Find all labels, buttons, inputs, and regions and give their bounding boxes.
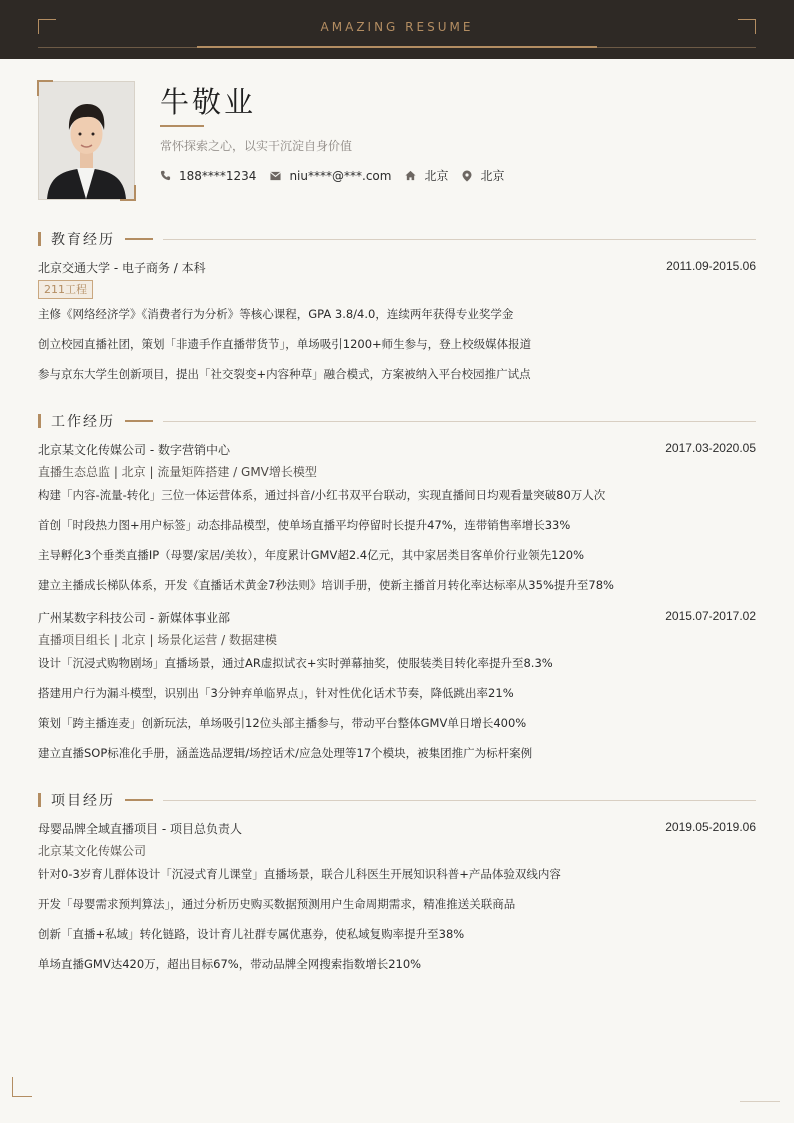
work-bullet: 主导孵化3个垂类直播IP（母婴/家居/美妆），年度累计GMV超2.4亿元，其中家居类目客单价行业领先120% <box>38 548 585 562</box>
heading-accent-bar <box>38 414 41 428</box>
work-entry-subtitle: 直播生态总监 | 北京 | 流量矩阵搭建 / GMV增长模型 <box>38 465 317 479</box>
section-title: 项目经历 <box>51 793 115 809</box>
contact-location <box>462 167 504 184</box>
education-bullet: 主修《网络经济学》《消费者行为分析》等核心课程，GPA 3.8/4.0，连续两年获得专业奖学金 <box>38 307 514 321</box>
work-entry-title: 北京某文化传媒公司 - 数字营销中心 <box>38 443 230 457</box>
home-icon <box>405 170 416 181</box>
work-bullet: 建立直播SOP标准化手册，涵盖选品逻辑/场控话术/应急处理等17个模块，被集团推广为标杆案例 <box>38 746 533 760</box>
education-entry-title: 北京交通大学 - 电子商务 / 本科 <box>38 261 206 275</box>
contact-email <box>270 169 391 183</box>
heading-accent-bar <box>38 232 41 246</box>
contact-location-text: 北京 <box>480 169 505 183</box>
header-title: AMAZING RESUME <box>320 20 474 34</box>
footer-corner-ornament <box>12 1077 32 1097</box>
work-bullet: 策划「跨主播连麦」创新玩法，单场吸引12位头部主播参与，带动平台整体GMV单日增长400% <box>38 716 527 730</box>
heading-accent-line <box>125 420 153 422</box>
section-heading-work <box>38 413 756 429</box>
heading-accent-line <box>125 799 153 801</box>
candidate-name: 牛敬业 <box>160 85 257 119</box>
footer-divider <box>740 1101 780 1102</box>
header-bar <box>0 0 794 59</box>
heading-accent-line <box>125 238 153 240</box>
education-bullet: 参与京东大学生创新项目，提出「社交裂变+内容种草」融合模式，方案被纳入平台校园推广试点 <box>38 367 531 381</box>
work-entry-subtitle: 直播项目组长 | 北京 | 场景化运营 / 数据建模 <box>38 633 278 647</box>
heading-accent-bar <box>38 793 41 807</box>
heading-divider <box>163 239 756 240</box>
candidate-motto: 常怀探索之心，以实干沉淀自身价值 <box>160 139 353 153</box>
project-entry-title: 母婴品牌全域直播项目 - 项目总负责人 <box>38 822 242 836</box>
location-pin-icon <box>462 170 472 182</box>
photo-corner-ornament <box>120 185 136 201</box>
section-title: 工作经历 <box>51 414 115 430</box>
education-entry-date: 2011.09-2015.06 <box>666 259 756 273</box>
contact-phone-text[interactable]: 188****1234 <box>179 168 257 183</box>
profile-photo <box>38 81 135 200</box>
contact-email-text[interactable]: niu****@***.com <box>289 168 392 183</box>
name-underline <box>160 125 204 127</box>
work-entry-title: 广州某数字科技公司 - 新媒体事业部 <box>38 611 230 625</box>
contact-hometown-text: 北京 <box>424 169 449 183</box>
contact-phone <box>160 169 256 183</box>
work-bullet: 设计「沉浸式购物剧场」直播场景，通过AR虚拟试衣+实时弹幕抽奖，使服装类目转化率提升至8.3% <box>38 656 553 670</box>
project-bullet: 开发「母婴需求预判算法」，通过分析历史购买数据预测用户生命周期需求，精准推送关联商品 <box>38 897 516 911</box>
work-bullet: 搭建用户行为漏斗模型，识别出「3分钟弃单临界点」，针对性优化话术节奏，降低跳出率21% <box>38 686 514 700</box>
section-title: 教育经历 <box>51 232 115 248</box>
work-bullet: 构建「内容-流量-转化」三位一体运营体系，通过抖音/小红书双平台联动，实现直播间日均观看量突破80万人次 <box>38 488 606 502</box>
work-entry-date: 2017.03-2020.05 <box>665 441 756 455</box>
education-bullet: 创立校园直播社团，策划「非遗手作直播带货节」，单场吸引1200+师生参与，登上校级媒体报道 <box>38 337 532 351</box>
heading-divider <box>163 800 756 801</box>
work-bullet: 首创「时段热力图+用户标签」动态排品模型，使单场直播平均停留时长提升47%，连带销售率增长33% <box>38 518 571 532</box>
section-heading-education <box>38 231 756 247</box>
contact-hometown <box>405 167 448 184</box>
work-entry-date: 2015.07-2017.02 <box>665 609 756 623</box>
phone-icon <box>160 170 171 181</box>
project-entry-subtitle: 北京某文化传媒公司 <box>38 844 147 858</box>
project-bullet: 创新「直播+私域」转化链路，设计育儿社群专属优惠券，使私域复购率提升至38% <box>38 927 465 941</box>
project-entry-date: 2019.05-2019.06 <box>665 820 756 834</box>
work-bullet: 建立主播成长梯队体系，开发《直播话术黄金7秒法则》培训手册，使新主播首月转化率达标率从35%提升至78% <box>38 578 614 592</box>
project-bullet: 单场直播GMV达420万，超出目标67%，带动品牌全网搜索指数增长210% <box>38 957 422 971</box>
photo-corner-ornament <box>37 80 53 96</box>
header-divider-accent <box>197 46 597 48</box>
education-tag-badge: 211工程 <box>38 280 93 299</box>
contact-list <box>160 167 518 184</box>
section-heading-projects <box>38 792 756 808</box>
project-bullet: 针对0-3岁育儿群体设计「沉浸式育儿课堂」直播场景，联合儿科医生开展知识科普+产品体验双线内容 <box>38 867 561 881</box>
mail-icon <box>270 171 281 181</box>
heading-divider <box>163 421 756 422</box>
